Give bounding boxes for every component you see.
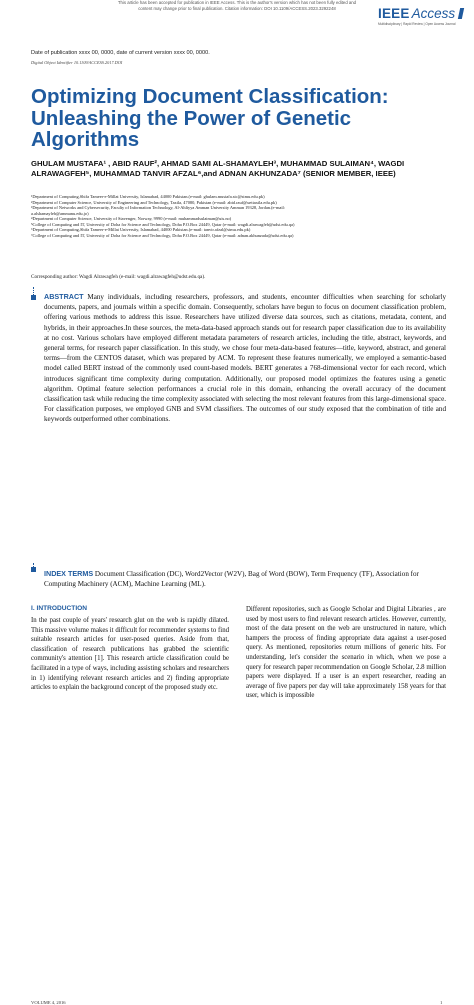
affiliation-item: ³Department of Networks and Cybersecurity, Faculty of Information Technology, Al-Ahliyya Amman University Amman 19328, Jordan.(e-mail: xyxy=(31,205,285,210)
abstract-label: ABSTRACT xyxy=(44,292,84,301)
footer-page-number: 1 xyxy=(440,1000,443,1005)
introduction-heading: I. INTRODUCTION xyxy=(31,605,88,612)
marker-square-icon xyxy=(31,295,36,300)
affiliation-item: ²Department of Computer Science, University of Engineering and Technology, Taxila, 47080, Pakistan (e-mail: abid.rauf@uettaxila.edu.pk) xyxy=(31,199,277,205)
author-list: GHULAM MUSTAFA¹ , ABID RAUF², AHMAD SAMI AL-SHAMAYLEH³, MUHAMMAD SULAIMAN⁴, WAGDI ALRAWAGFEH⁵, MUHAMMAD TANVIR AFZAL⁶,and ADNAN AKHUNZADA⁷ (SENIOR MEMBER, IEEE) xyxy=(31,159,405,179)
affiliation-item: ⁴Department of Computer Science, University of Stavenger, Norway, 9990 (e-mail: muhammadsulaiman@uis.no) xyxy=(31,216,232,221)
logo-wordmark xyxy=(378,6,466,21)
publication-date: Date of publication xxxx 00, 0000, date of current version xxxx 00, 0000. xyxy=(31,50,210,56)
intro-right-column: Different repositories, such as Google Scholar and Digital Libraries , are used by most users to find relevant research articles. However, currently, most of the data present on the web are unstructured in nature, which hampers the process of finding appropriate data against a user-posed query. As mentioned, repositories return millions of generic hits. For understanding, let's consider the scenario in which, when we pose a query for research paper recommendation on Google Scholar, 2.8 million papers were displayed. If a user is an expert researcher, reading an average of five papers per day will take approximately 158 years for that user, which is impossible xyxy=(246,606,446,700)
index-terms-marker xyxy=(31,563,37,572)
marker-square-icon xyxy=(31,567,36,572)
logo-tagline: Multidisciplinary | Rapid Review | Open Access Journal xyxy=(378,22,456,26)
corresponding-author: Corresponding author: Wagdi Alrawagfeh (e-mail: wagdi.alrawagfeh@udst.edu.qa). xyxy=(31,274,206,280)
intro-left-column: In the past couple of years' research glut on the web is rapidly dilated. This massive volume makes it difficult for recommender systems to find suitable research articles for user-posed queries. Aside from that, classification of research publications has grabbed the scientific community's attention [1]. This research article classification could be facilitated in a type of ways, including assisting scholars and researchers in 1) identifying relevant research articles and 2) finding appropriate articles to explain the background concept of the proposed study etc. xyxy=(31,617,229,692)
affiliation-item: a.alshamayleh@ammanu.edu.jo) xyxy=(31,210,89,216)
abstract-text: Many individuals, including researchers, professors, and students, encounter difficulties when searching for scholarly documents, papers, and journals within a specific domain. Consequently, scholars have begun to focus on document classification problem, offering various methods to address this issue. Researchers have utilized diverse data sources, such as citations, metadata, content, and hybrids, in their approaches.In these sources, the meta-data-based approach stands out for research paper classification due to its availability at no cost. Various scholars have employed different metadata parameters of research articles, including the title, abstract, keywords, and general terms, for research paper classification. In this study, we chose four meta-data-based features—title, keyword, abstract, and general terms—from the CENTOS dataset, which was prepared by ACM. To represent these features numerically, we employed a semantic-based model called BERT instead of the commonly used count-based models. BERT generates a 768-dimensional vector for each record, which introduces significant time complexity during computation. Additionally, our proposed model optimizes the features using a genetic algorithm. Optimal feature selection performances a crucial role in this domain, enhancing the overall accuracy of the document classification task while reducing the time complexity associated with selecting the most relevant features from this large-dimensional space. For classification purposes, we employed GNB and SVM classifiers. The outcomes of our study exposed that the combination of title and keywords outperformed other combinations. xyxy=(44,293,446,424)
affiliation-item: ⁵College of Computing and IT, University of Doha for Science and Technology, Doha P.O.Box 24449, Qatar (e-mail: wagdi.alrawagfeh@udst.edu.qa) xyxy=(31,221,295,227)
affiliation-item: ⁶Department of Computing,Shifa Tameer-e-Millat University, Islamabad, 44000 Pakistan.(e-mail: tanvir.afzal@stmu.edu.pk) xyxy=(31,227,251,232)
index-terms-text: Document Classification (DC), Word2Vector (W2V), Bag of Word (BOW), Term Frequency (TF), Association for Computing Machinery (ACM), Machine Learning (ML). xyxy=(44,570,419,589)
ieee-access-logo xyxy=(378,6,466,26)
affiliation-item: ¹Department of Computing,Shifa Tameer-e-Millat University, Islamabad, 44000 Pakistan.(e-mail: ghulam.mustafa.stc@stmu.edu.pk) xyxy=(31,194,265,199)
logo-ieee-text: IEEE xyxy=(378,6,410,21)
affiliation-item: ⁷College of Computing and IT, University of Doha for Science and Technology, Doha P.O.Box 24449, Qatar (e-mail: adnan.akhunzada@udst.edu.qa) xyxy=(31,232,294,238)
index-terms-label: INDEX TERMS xyxy=(44,569,94,578)
logo-access-text: Access xyxy=(411,6,456,21)
marker-dotted-line xyxy=(33,287,34,295)
footer-volume: VOLUME 4, 2016 xyxy=(31,1000,66,1005)
logo-bar-icon xyxy=(458,8,464,19)
index-terms-block xyxy=(44,569,446,589)
paper-title: Optimizing Document Classification: Unleashing the Power of Genetic Algorithms xyxy=(31,85,389,151)
abstract-block xyxy=(44,292,446,425)
publication-note-line2: content may change prior to final publication. Citation information: DOI 10.1109/ACCESS.2023.3292248 xyxy=(138,5,336,11)
publication-note xyxy=(110,0,364,11)
affiliations xyxy=(31,194,443,238)
publication-note-line1: This article has been accepted for publication in IEEE Access. This is the author's version which has not been fully edited and xyxy=(117,0,357,5)
doi-line: Digital Object Identifier 10.1109/ACCESS.2017.DOI xyxy=(31,60,123,65)
abstract-marker xyxy=(31,287,37,300)
